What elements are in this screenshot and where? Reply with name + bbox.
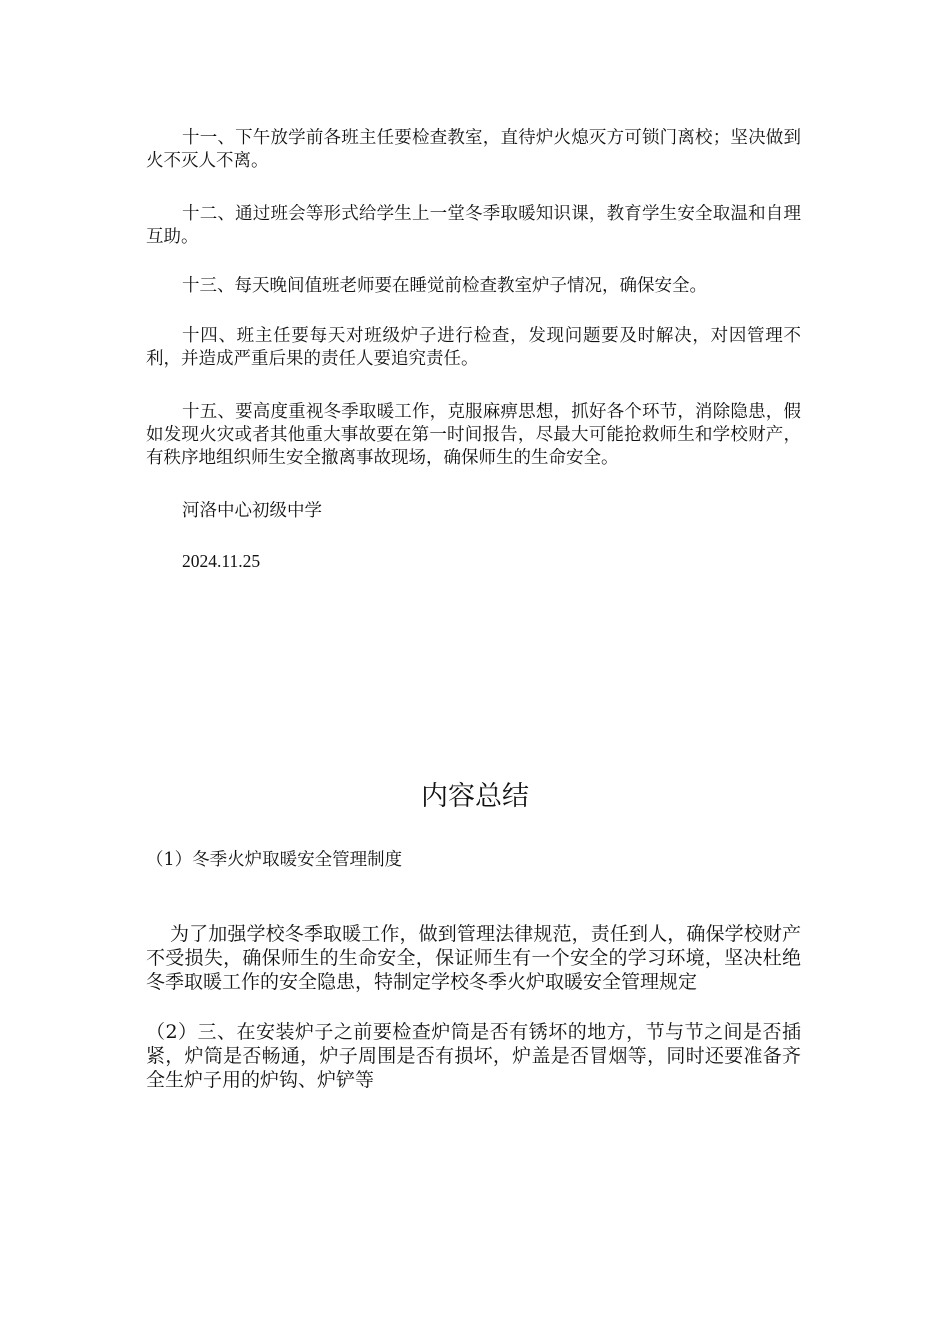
summary-item-1-body: 为了加强学校冬季取暖工作，做到管理法律规范，责任到人，确保学校财产不受损失，确保师生的生命安全，保证师生有一个安全的学习环境，坚决杜绝冬季取暖工作的安全隐患，特制定学校冬季火炉取暖安全管理规定 <box>146 923 801 993</box>
paragraph-14: 十四、班主任要每天对班级炉子进行检查，发现问题要及时解决，对因管理不利，并造成严重后果的责任人要追究责任。 <box>146 326 801 369</box>
summary-title: 内容总结 <box>421 781 529 812</box>
paragraph-15: 十五、要高度重视冬季取暖工作，克服麻痹思想，抓好各个环节，消除隐患，假如发现火灾或者其他重大事故要在第一时间报告，尽最大可能抢救师生和学校财产，有秩序地组织师生安全撤离事故现场，确保师生的生命安全。 <box>146 402 801 468</box>
summary-item-1-heading: （1）冬季火炉取暖安全管理制度 <box>146 850 403 870</box>
paragraph-11: 十一、下午放学前各班主任要检查教室，直待炉火熄灭方可锁门离校；坚决做到火不灭人不离。 <box>146 128 801 171</box>
summary-item-2: （2）三、在安装炉子之前要检查炉筒是否有锈坏的地方，节与节之间是否插紧，炉筒是否畅通，炉子周围是否有损坏，炉盖是否冒烟等，同时还要准备齐全生炉子用的炉钩、炉铲等 <box>146 1021 801 1091</box>
paragraph-13: 十三、每天晚间值班老师要在睡觉前检查教室炉子情况，确保安全。 <box>182 276 707 296</box>
paragraph-12: 十二、通过班会等形式给学生上一堂冬季取暖知识课，教育学生安全取温和自理互助。 <box>146 204 801 247</box>
document-date: 2024.11.25 <box>182 551 261 571</box>
school-name: 河洛中心初级中学 <box>182 501 322 521</box>
